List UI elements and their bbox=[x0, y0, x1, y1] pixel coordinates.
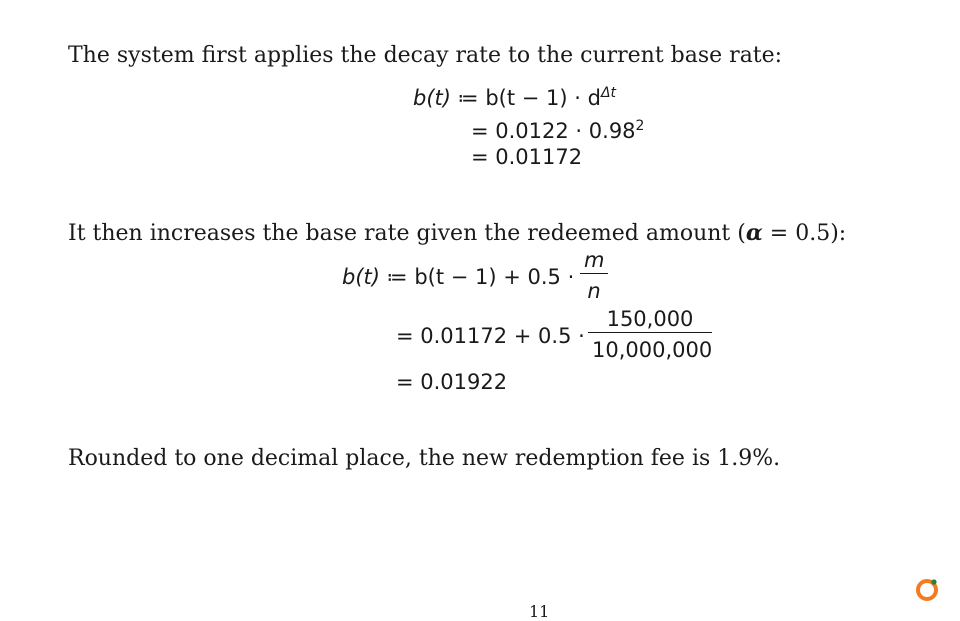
eq2-line3 bbox=[396, 369, 507, 395]
frac1-numerator: m bbox=[584, 248, 605, 272]
eq2-line3-text: = 0.01922 bbox=[396, 370, 508, 394]
eq1-line3 bbox=[471, 144, 582, 170]
eq1-lhs: b(t) bbox=[413, 86, 451, 110]
eq2-lhs: b(t) bbox=[342, 265, 380, 289]
frac2-numerator: 150,000 bbox=[606, 307, 694, 331]
eq2-line1 bbox=[342, 264, 574, 290]
eq2-line2 bbox=[396, 323, 585, 349]
eq2-assign: ≔ bbox=[379, 265, 415, 289]
p2-after: = 0.5): bbox=[762, 221, 847, 246]
paragraph-increase-intro bbox=[68, 219, 846, 248]
eq1-line1-rhs: b(t − 1) · d bbox=[485, 86, 601, 110]
eq2-line1-rhs: b(t − 1) + 0.5 · bbox=[414, 265, 575, 289]
frac2-denominator: 10,000,000 bbox=[588, 332, 712, 363]
paragraph-result: Rounded to one decimal place, the new redemption fee is 1.9%. bbox=[68, 446, 781, 471]
eq1-line1 bbox=[413, 80, 616, 111]
brand-ring-icon bbox=[914, 577, 940, 603]
eq1-line3-text: = 0.01172 bbox=[471, 145, 583, 169]
p2-before: It then increases the base rate given the redeemed amount ( bbox=[68, 221, 746, 246]
paragraph-decay-intro: The system first applies the decay rate to the current base rate: bbox=[68, 43, 783, 68]
alpha-symbol: α bbox=[745, 220, 763, 246]
eq1-line2 bbox=[471, 113, 644, 144]
eq1-line1-sup: Δt bbox=[600, 85, 617, 101]
fraction-redeemed bbox=[588, 306, 712, 363]
eq1-assign: ≔ bbox=[450, 86, 486, 110]
eq1-line2-text: = 0.0122 · 0.98 bbox=[471, 119, 636, 143]
fraction-m-over-n bbox=[580, 247, 608, 304]
eq2-line2-text: = 0.01172 + 0.5 · bbox=[396, 324, 585, 348]
page-number: 11 bbox=[529, 602, 550, 621]
eq1-line2-sup: 2 bbox=[635, 118, 645, 134]
frac1-denominator: n bbox=[580, 273, 608, 304]
